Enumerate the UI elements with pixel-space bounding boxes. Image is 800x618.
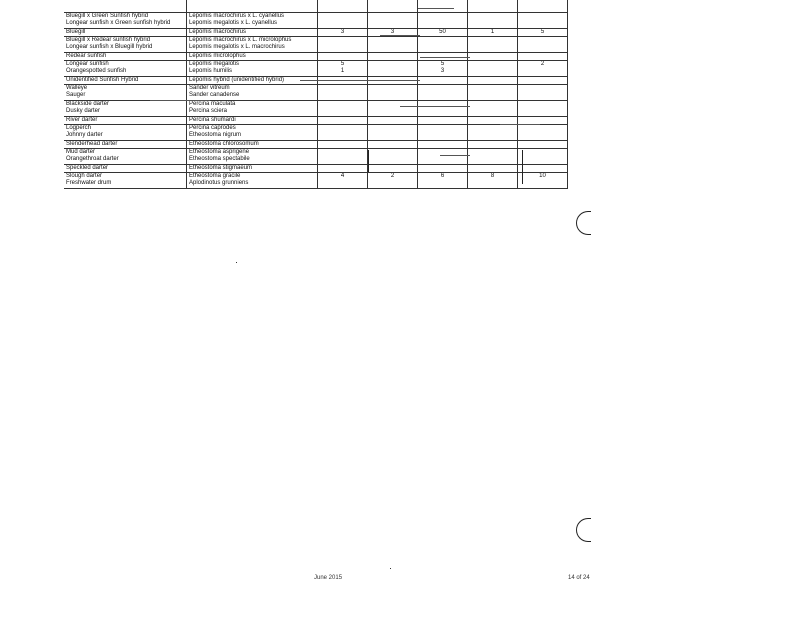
count-cell — [418, 13, 468, 29]
table-row — [64, 13, 568, 29]
common-name: Longear sunfish — [66, 61, 109, 67]
scientific-name: Lepomis hybrid (unidentified hybrid) — [189, 77, 285, 83]
count-cell — [468, 141, 518, 149]
scientific-name-cell — [187, 53, 318, 61]
scientific-name-cell — [187, 149, 318, 165]
table-row — [64, 85, 568, 101]
scientific-name: Aplodinotus grunniens — [189, 180, 249, 186]
count-cell — [368, 173, 418, 189]
count-cell — [468, 149, 518, 165]
common-name: Redear sunfish — [66, 53, 107, 59]
count-cell — [518, 173, 568, 189]
scientific-name: Percina caprodes — [189, 125, 236, 131]
count-cell — [318, 173, 368, 189]
scientific-name-cell — [187, 37, 318, 53]
count-cell — [418, 125, 468, 141]
common-name: Bluegill x Green Sunfish hybrid — [66, 13, 149, 19]
common-name-cell — [64, 117, 187, 125]
count-value: 6 — [440, 173, 445, 179]
count-cell — [318, 0, 368, 13]
common-name-cell — [64, 149, 187, 165]
count-cell — [418, 165, 468, 173]
count-value: 2 — [540, 61, 545, 67]
scientific-name-cell — [187, 0, 318, 13]
count-cell — [318, 85, 368, 101]
scientific-name: Etheostoma nigrum — [189, 132, 242, 138]
common-name: Unidentified Sunfish Hybrid — [66, 77, 139, 83]
count-cell — [368, 101, 418, 117]
common-name-cell — [64, 101, 187, 117]
count-cell — [518, 77, 568, 85]
scientific-name: Percina maculata — [189, 101, 236, 107]
count-value: 1 — [490, 29, 495, 35]
scan-speck — [236, 262, 237, 263]
common-name-cell — [64, 85, 187, 101]
count-cell — [318, 165, 368, 173]
scan-mark — [368, 150, 369, 172]
common-name-cell — [64, 37, 187, 53]
scientific-name: Etheostoma stigmaeum — [189, 165, 253, 171]
scientific-name: Etheostoma chlorosomum — [189, 141, 259, 147]
scan-mark — [418, 8, 454, 9]
count-value: 5 — [540, 29, 545, 35]
common-name-cell — [64, 141, 187, 149]
hole-punch-mark — [576, 211, 591, 235]
common-name: River darter — [66, 117, 98, 123]
count-value: 8 — [490, 173, 495, 179]
scan-mark — [420, 57, 470, 58]
scientific-name-cell — [187, 125, 318, 141]
count-cell — [518, 149, 568, 165]
scientific-name: Sander vitreum — [189, 85, 230, 91]
scientific-name-cell — [187, 77, 318, 85]
common-name: Johnny darter — [66, 132, 103, 138]
scientific-name: Etheostoma spectabile — [189, 156, 250, 162]
common-name: Orangethroat darter — [66, 156, 119, 162]
count-cell — [368, 117, 418, 125]
table-row — [64, 173, 568, 189]
scientific-name-cell — [187, 85, 318, 101]
count-cell — [468, 77, 518, 85]
count-cell — [368, 125, 418, 141]
count-cell — [418, 85, 468, 101]
count-cell — [368, 61, 418, 77]
count-cell — [418, 77, 468, 85]
common-name: Longear sunfish x Bluegill hybrid — [66, 44, 153, 50]
scan-mark — [522, 150, 523, 184]
table-row — [64, 117, 568, 125]
count-cell — [318, 53, 368, 61]
common-name-cell — [64, 125, 187, 141]
count-cell — [318, 101, 368, 117]
common-name: Dusky darter — [66, 108, 101, 114]
count-cell — [518, 85, 568, 101]
scan-mark — [300, 80, 420, 81]
scientific-name-cell — [187, 29, 318, 37]
count-value: 2 — [390, 173, 395, 179]
count-cell — [368, 53, 418, 61]
table-row — [64, 101, 568, 117]
scientific-name-cell — [187, 13, 318, 29]
count-cell — [468, 165, 518, 173]
table-row — [64, 61, 568, 77]
count-value: 3 — [340, 29, 345, 35]
scan-mark — [440, 155, 470, 156]
count-cell — [418, 61, 468, 77]
scientific-name: Lepomis megalotis x L. macrochirus — [189, 44, 285, 50]
table-row — [64, 53, 568, 61]
count-cell — [518, 125, 568, 141]
table-row — [64, 141, 568, 149]
scientific-name-cell — [187, 101, 318, 117]
count-cell — [468, 0, 518, 13]
count-cell — [468, 37, 518, 53]
scientific-name: Lepomis humilis — [189, 68, 233, 74]
common-name: Orangespotted sunfish — [66, 68, 127, 74]
count-cell — [368, 149, 418, 165]
count-value: 5 — [440, 61, 445, 67]
table-row — [64, 165, 568, 173]
common-name: Sauger — [66, 92, 86, 98]
scientific-name: Etheostoma gracile — [189, 173, 241, 179]
count-cell — [468, 125, 518, 141]
count-cell — [518, 141, 568, 149]
count-value: 3 — [390, 29, 395, 35]
count-cell — [418, 141, 468, 149]
common-name-cell — [64, 53, 187, 61]
table-row — [64, 37, 568, 53]
common-name-cell — [64, 165, 187, 173]
scan-mark — [380, 35, 420, 36]
common-name: Logperch — [66, 125, 92, 131]
footer-date: June 2015 — [314, 575, 343, 581]
count-cell — [468, 53, 518, 61]
count-cell — [368, 0, 418, 13]
common-name: Mud darter — [66, 149, 96, 155]
scientific-name: Lepomis microlophus — [189, 53, 246, 59]
count-cell — [318, 117, 368, 125]
count-cell — [518, 101, 568, 117]
count-cell — [468, 85, 518, 101]
common-name-cell — [64, 173, 187, 189]
common-name: Speckled darter — [66, 165, 109, 171]
count-cell — [318, 141, 368, 149]
count-cell — [468, 101, 518, 117]
count-cell — [418, 29, 468, 37]
table-row — [64, 125, 568, 141]
scan-mark — [500, 124, 540, 125]
scan-mark — [150, 100, 210, 101]
count-cell — [318, 149, 368, 165]
scientific-name-cell — [187, 117, 318, 125]
common-name-cell — [64, 77, 187, 85]
scientific-name: Lepomis megalotis — [189, 61, 240, 67]
count-cell — [518, 165, 568, 173]
count-cell — [518, 53, 568, 61]
scientific-name: Lepomis megalotis x L. cyanellus — [189, 20, 278, 26]
scientific-name: Percina shumardi — [189, 117, 236, 123]
count-cell — [318, 125, 368, 141]
count-value: 3 — [440, 68, 445, 74]
count-cell — [418, 173, 468, 189]
count-cell — [468, 29, 518, 37]
scan-speck — [390, 568, 391, 569]
count-value: 10 — [539, 173, 546, 179]
count-cell — [518, 13, 568, 29]
count-cell — [318, 29, 368, 37]
common-name: Bluegill — [66, 29, 86, 35]
common-name-cell — [64, 29, 187, 37]
species-table-body — [64, 0, 568, 189]
count-cell — [518, 0, 568, 13]
scientific-name-cell — [187, 61, 318, 77]
count-cell — [468, 61, 518, 77]
scientific-name: Percina sciera — [189, 108, 228, 114]
common-name-cell — [64, 13, 187, 29]
count-cell — [468, 173, 518, 189]
table-row — [64, 29, 568, 37]
common-name: Walleye — [66, 85, 88, 91]
common-name-cell — [64, 61, 187, 77]
count-cell — [368, 37, 418, 53]
count-cell — [368, 165, 418, 173]
scientific-name: Lepomis macrochirus x L. microlophus — [189, 37, 292, 43]
count-cell — [368, 85, 418, 101]
count-value: 50 — [439, 29, 446, 35]
common-name: Blackside darter — [66, 101, 110, 107]
scientific-name-cell — [187, 173, 318, 189]
count-cell — [418, 149, 468, 165]
common-name-cell — [64, 0, 187, 13]
table-row — [64, 149, 568, 165]
scientific-name-cell — [187, 165, 318, 173]
count-cell — [418, 117, 468, 125]
scan-mark — [400, 106, 470, 107]
count-cell — [318, 61, 368, 77]
count-cell — [368, 13, 418, 29]
species-table — [64, 0, 568, 189]
count-cell — [368, 141, 418, 149]
common-name: Slough darter — [66, 173, 103, 179]
common-name: Slenderhead darter — [66, 141, 118, 147]
count-cell — [518, 37, 568, 53]
count-cell — [418, 101, 468, 117]
hole-punch-mark — [576, 518, 591, 542]
common-name: Freshwater drum — [66, 180, 112, 186]
count-cell — [518, 29, 568, 37]
count-value: 5 — [340, 61, 345, 67]
count-value: 4 — [340, 173, 345, 179]
count-cell — [318, 13, 368, 29]
count-cell — [418, 0, 468, 13]
count-cell — [418, 37, 468, 53]
footer-page-number: 14 of 24 — [568, 575, 590, 581]
scientific-name-cell — [187, 141, 318, 149]
table-row — [64, 0, 568, 13]
common-name: Longear sunfish x Green sunfish hybrid — [66, 20, 171, 26]
scientific-name: Lepomis macrochirus — [189, 29, 247, 35]
common-name: Bluegill x Redear sunfish hybrid — [66, 37, 151, 43]
count-cell — [468, 13, 518, 29]
count-cell — [318, 37, 368, 53]
scientific-name: Etheostoma asprigene — [189, 149, 250, 155]
count-value: 1 — [340, 68, 345, 74]
scientific-name: Lepomis macrochirus x L. cyanellus — [189, 13, 285, 19]
count-cell — [518, 61, 568, 77]
scientific-name: Sander canadense — [189, 92, 240, 98]
